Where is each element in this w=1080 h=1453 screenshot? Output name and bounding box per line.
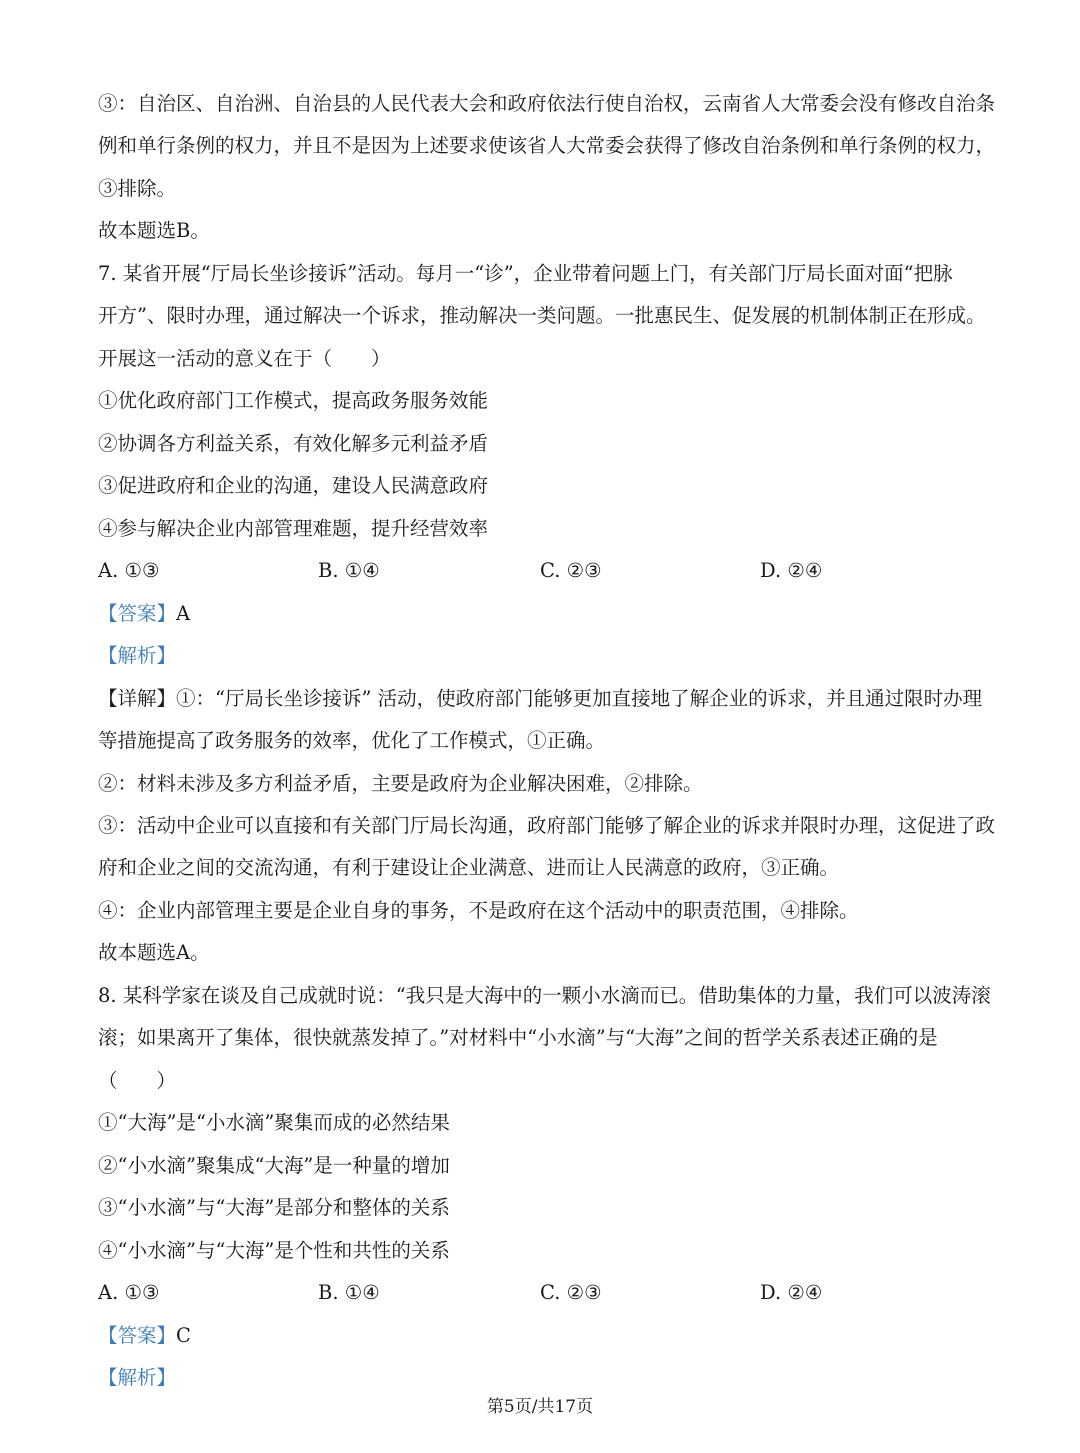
page-footer: 第5页/共17页 [486,1397,594,1417]
analysis-tag: 【解析】 [98,1366,177,1390]
q8-answer [98,1315,998,1357]
q7-detail: ②：材料未涉及多方利益矛盾，主要是政府为企业解决困难，②排除。 [98,771,703,795]
q8-stem: 8. 某科学家在谈及自己成就时说：“我只是大海中的一颗小水滴而已。借助集体的力量，我们可以波涛滚 [98,983,991,1007]
analysis-line: ③排除。 [98,176,177,200]
q7-options [98,550,998,592]
q8-statement: ①“大海”是“小水滴”聚集而成的必然结果 [98,1111,450,1135]
option-a: A. ①③ [98,1281,160,1305]
analysis-line: 例和单行条例的权力，并且不是因为上述要求使该省人大常委会获得了修改自治条例和单行条例的权力， [98,134,996,158]
q7-statement: ④参与解决企业内部管理难题，提升经营效率 [98,516,489,540]
answer-value: A [176,601,191,625]
detail-text: ①：“厅局长坐诊接诉” 活动，使政府部门能够更加直接地了解企业的诉求，并且通过限时办理 [176,686,983,710]
analysis-tag: 【解析】 [98,644,177,668]
option-b: B. ①④ [318,559,380,583]
q7-statement: ②协调各方利益关系，有效化解多元利益矛盾 [98,431,489,455]
option-d: D. ②④ [760,559,823,583]
q7-statement: ③促进政府和企业的沟通，建设人民满意政府 [98,474,489,498]
q7-detail [98,678,998,720]
option-a: A. ①③ [98,559,160,583]
document-page [98,83,998,1400]
option-b: B. ①④ [318,1281,380,1305]
q7-stem: 开方”、限时办理，通过解决一个诉求，推动解决一类问题。一批惠民生、促发展的机制体制正在形成。 [98,304,986,328]
q7-detail: 府和企业之间的交流沟通，有利于建设让企业满意、进而让人民满意的政府，③正确。 [98,856,840,880]
q8-options [98,1272,998,1314]
q8-stem: 滚；如果离开了集体，很快就蒸发掉了。”对材料中“小水滴”与“大海”之间的哲学关系表述正确的是 [98,1026,938,1050]
q7-stem: 开展这一活动的意义在于（ ） [98,346,391,370]
option-c: C. ②③ [540,559,602,583]
q7-stem: 7. 某省开展“厅局长坐诊接诉”活动。每月一“诊”，企业带着问题上门，有关部门厅局长面对面“把脉 [98,261,953,285]
q7-answer [98,593,998,635]
answer-tag: 【答案】 [98,601,177,625]
q7-detail: ③：活动中企业可以直接和有关部门厅局长沟通，政府部门能够了解企业的诉求并限时办理，这促进了政 [98,813,996,837]
q7-detail: 等措施提高了政务服务的效率，优化了工作模式，①正确。 [98,729,606,753]
analysis-line: ③：自治区、自治洲、自治县的人民代表大会和政府依法行使自治权，云南省人大常委会没有修改自治条 [98,92,996,115]
option-d: D. ②④ [760,1281,823,1305]
option-c: C. ②③ [540,1281,602,1305]
conclusion-line: 故本题选B。 [98,219,210,243]
q8-stem: （ ） [98,1068,177,1092]
q7-statement: ①优化政府部门工作模式，提高政务服务效能 [98,389,489,413]
q8-statement: ②“小水滴”聚集成“大海”是一种量的增加 [98,1153,450,1177]
q7-detail: ④：企业内部管理主要是企业自身的事务，不是政府在这个活动中的职责范围，④排除。 [98,898,859,922]
answer-value: C [176,1323,191,1347]
detail-tag: 【详解】 [98,686,177,710]
q8-statement: ④“小水滴”与“大海”是个性和共性的关系 [98,1238,450,1262]
answer-tag: 【答案】 [98,1323,177,1347]
q7-conclusion: 故本题选A。 [98,941,210,965]
q8-statement: ③“小水滴”与“大海”是部分和整体的关系 [98,1196,450,1220]
